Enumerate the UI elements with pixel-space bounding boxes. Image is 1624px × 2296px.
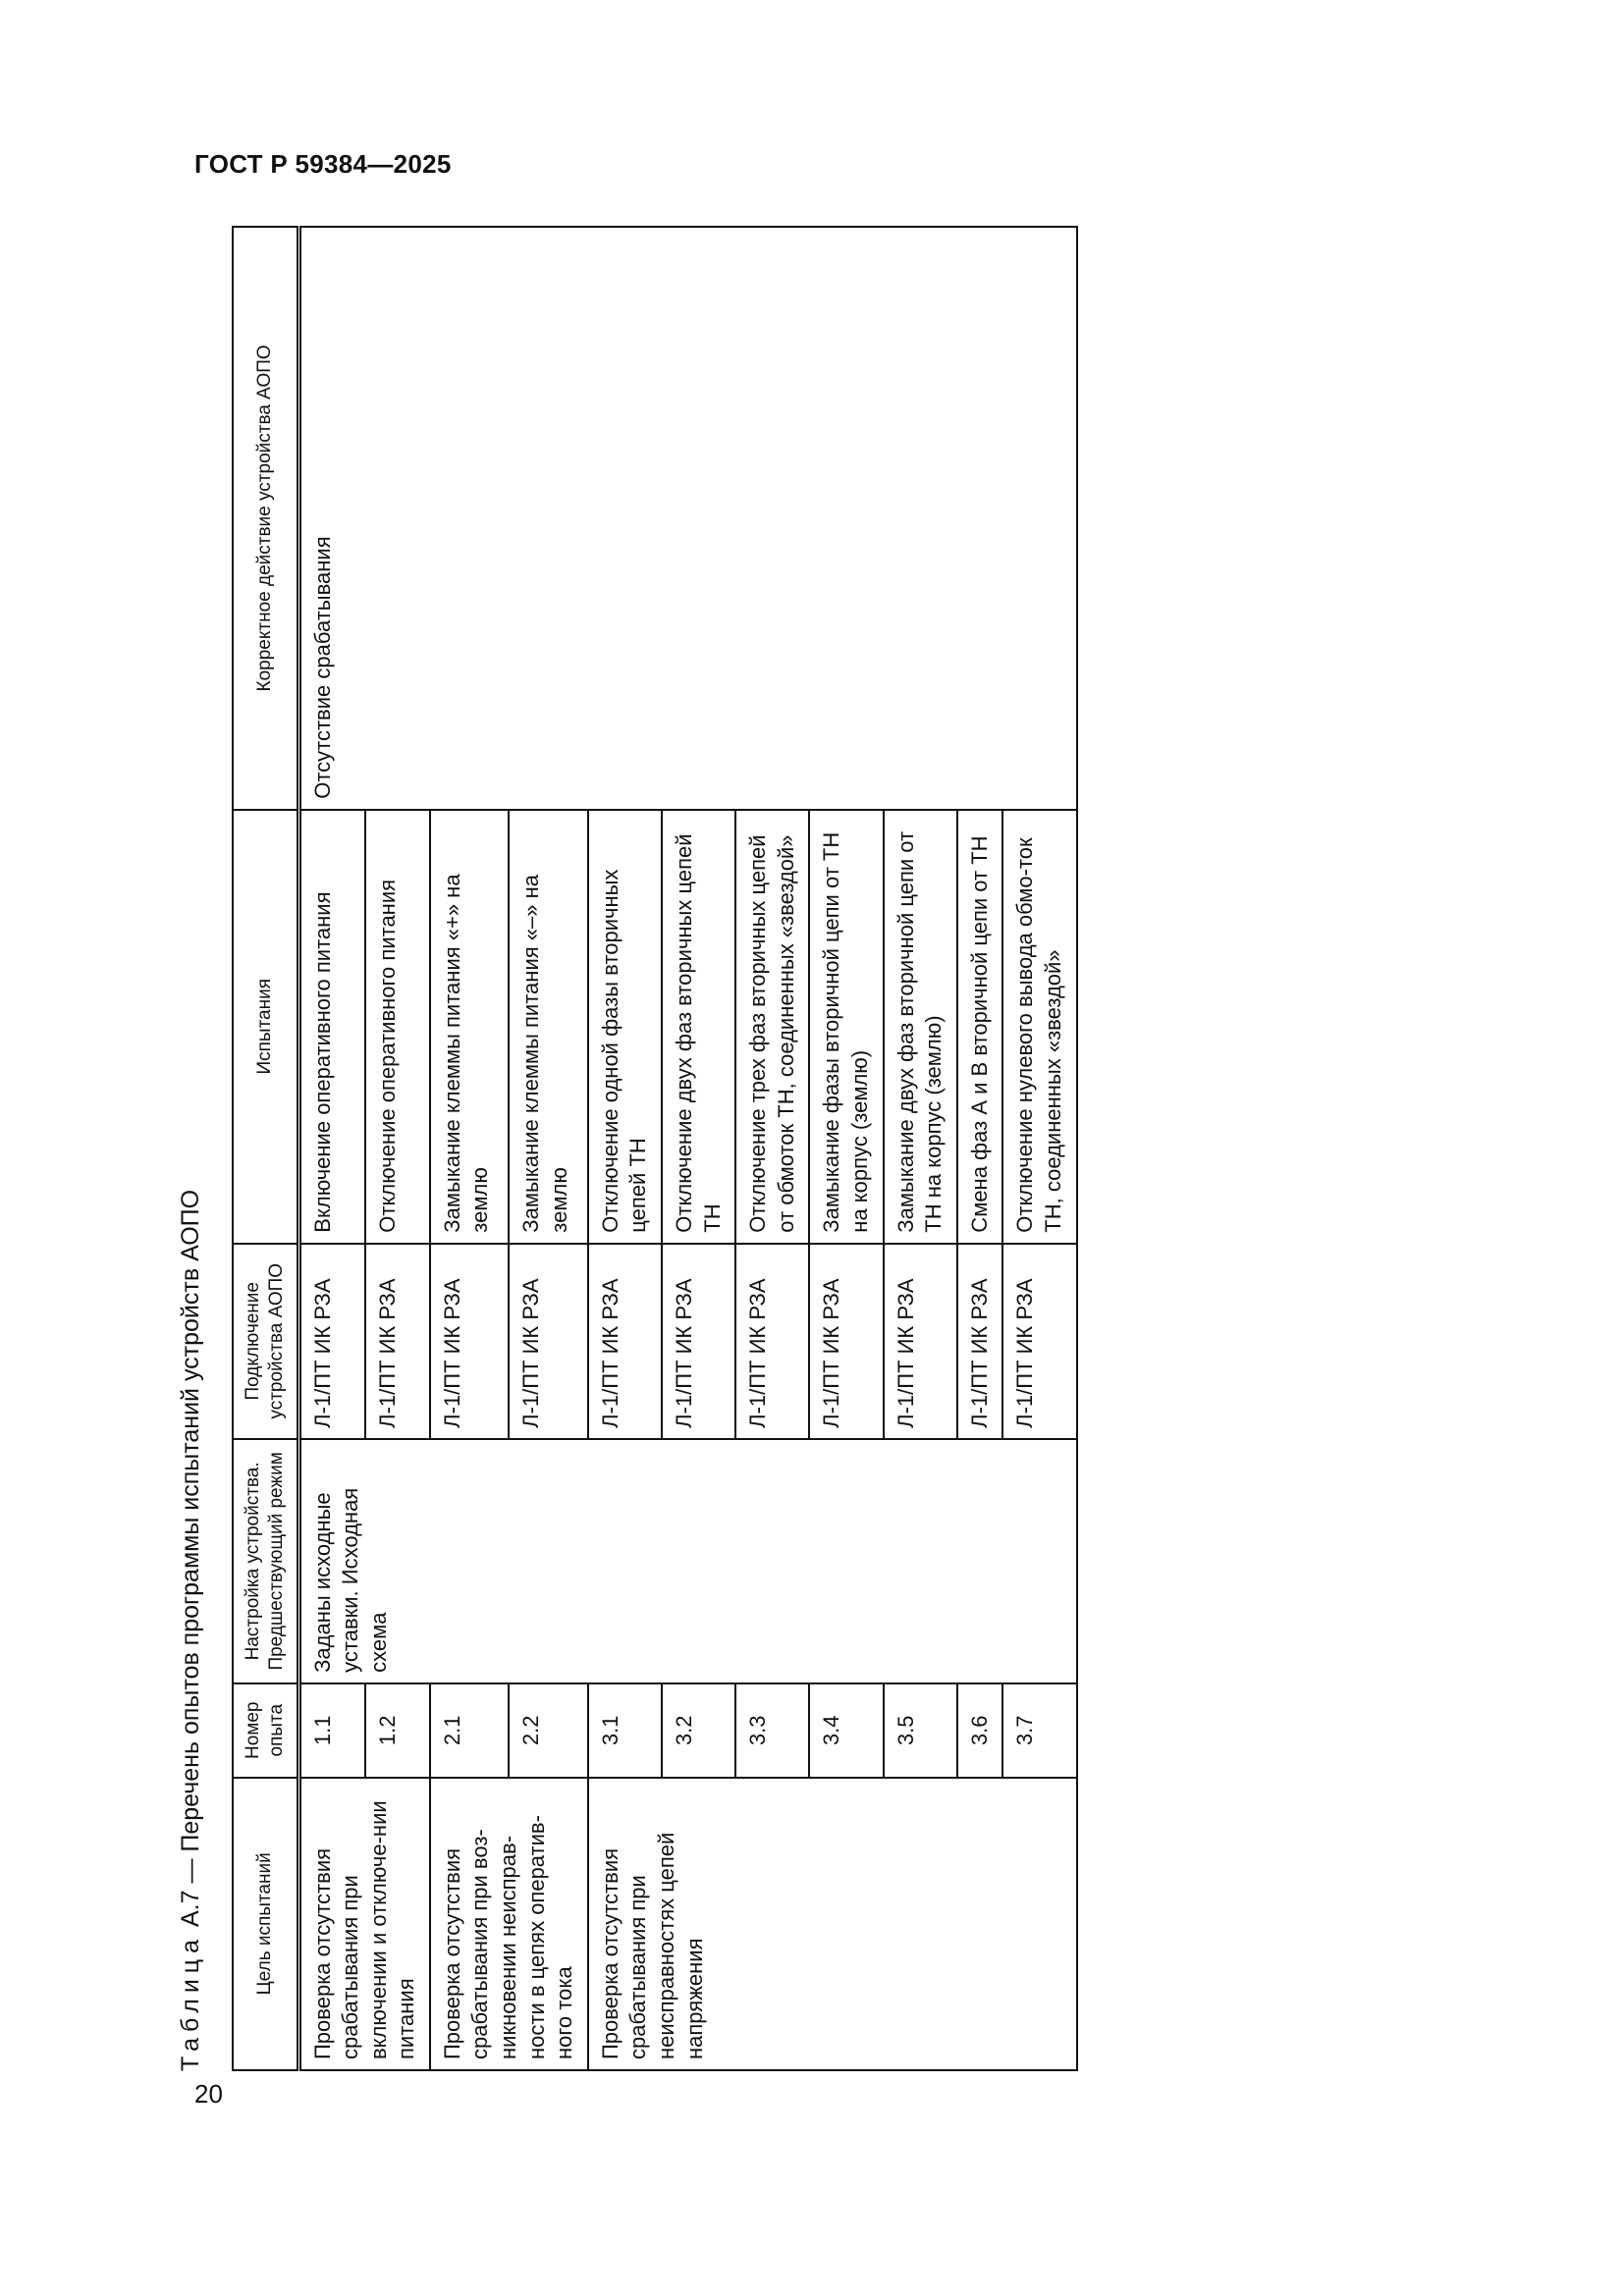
table-caption — [177, 1190, 205, 2071]
test-cell: Отключение одной фазы вторичных цепей ТН — [588, 810, 662, 1244]
connection-cell: Л-1/ПТ ИК РЗА — [957, 1244, 1003, 1439]
correct-action-cell: Отсутствие срабатывания — [298, 227, 1077, 810]
test-cell: Замыкание фазы вторичной цепи от ТН на корпус (землю) — [809, 810, 883, 1244]
goal-cell: Проверка отсутствия срабатывания при воз-никновении неисправ-ности в цепях оператив-ного тока — [430, 1778, 588, 2070]
caption-prefix: Таблица — [177, 1933, 204, 2071]
table-header-row — [233, 227, 298, 2070]
setup-cell: Заданы исходные уставки. Исходная схема — [298, 1439, 1077, 1683]
test-cell: Отключение оперативного питания — [365, 810, 430, 1244]
tests-table — [232, 226, 1078, 2071]
col-header-goal: Цель испытаний — [233, 1778, 298, 2070]
test-cell: Отключение трех фаз вторичных цепей от обмоток ТН, соединенных «звездой» — [735, 810, 809, 1244]
connection-cell: Л-1/ПТ ИК РЗА — [298, 1244, 365, 1439]
connection-cell: Л-1/ПТ ИК РЗА — [884, 1244, 957, 1439]
test-number-cell: 1.1 — [298, 1683, 365, 1778]
test-number-cell: 2.2 — [509, 1683, 587, 1778]
connection-cell: Л-1/ПТ ИК РЗА — [509, 1244, 587, 1439]
goal-cell: Проверка отсутствия срабатывания при неисправностях цепей напряжения — [588, 1778, 1077, 2070]
col-header-correct-action: Корректное действие устройства АОПО — [233, 227, 298, 810]
test-number-cell: 3.2 — [662, 1683, 735, 1778]
goal-cell: Проверка отсутствия срабатывания при включении и отключе-нии питания — [298, 1778, 430, 2070]
connection-cell: Л-1/ПТ ИК РЗА — [365, 1244, 430, 1439]
table-row — [298, 227, 365, 2070]
test-cell: Замыкание двух фаз вторичной цепи от ТН на корпус (землю) — [884, 810, 957, 1244]
test-number-cell: 1.2 — [365, 1683, 430, 1778]
test-number-cell: 3.6 — [957, 1683, 1003, 1778]
connection-cell: Л-1/ПТ ИК РЗА — [588, 1244, 662, 1439]
connection-cell: Л-1/ПТ ИК РЗА — [1002, 1244, 1076, 1439]
test-cell: Замыкание клеммы питания «–» на землю — [509, 810, 587, 1244]
test-cell: Включение оперативного питания — [298, 810, 365, 1244]
connection-cell: Л-1/ПТ ИК РЗА — [735, 1244, 809, 1439]
page-number: 20 — [194, 2079, 223, 2109]
test-cell: Отключение двух фаз вторичных цепей ТН — [662, 810, 735, 1244]
test-number-cell: 3.4 — [809, 1683, 883, 1778]
col-header-tests: Испытания — [233, 810, 298, 1244]
col-header-connection: Подключение устройства АОПО — [233, 1244, 298, 1439]
test-cell: Отключение нулевого вывода обмо-ток ТН, соединенных «звездой» — [1002, 810, 1076, 1244]
test-cell: Замыкание клеммы питания «+» на землю — [430, 810, 509, 1244]
test-number-cell: 3.1 — [588, 1683, 662, 1778]
test-number-cell: 3.5 — [884, 1683, 957, 1778]
connection-cell: Л-1/ПТ ИК РЗА — [809, 1244, 883, 1439]
rotated-table-area — [177, 226, 1208, 2071]
caption-text: А.7 — Перечень опытов программы испытаний устройств АОПО — [177, 1189, 204, 1928]
test-number-cell: 3.3 — [735, 1683, 809, 1778]
col-header-number: Номер опыта — [233, 1683, 298, 1778]
test-cell: Смена фаз А и В вторичной цепи от ТН — [957, 810, 1003, 1244]
document-header: ГОСТ Р 59384—2025 — [194, 149, 452, 179]
connection-cell: Л-1/ПТ ИК РЗА — [430, 1244, 509, 1439]
test-number-cell: 2.1 — [430, 1683, 509, 1778]
connection-cell: Л-1/ПТ ИК РЗА — [662, 1244, 735, 1439]
test-number-cell: 3.7 — [1002, 1683, 1076, 1778]
col-header-setup: Настройка устройства. Предшествующий режим — [233, 1439, 298, 1683]
